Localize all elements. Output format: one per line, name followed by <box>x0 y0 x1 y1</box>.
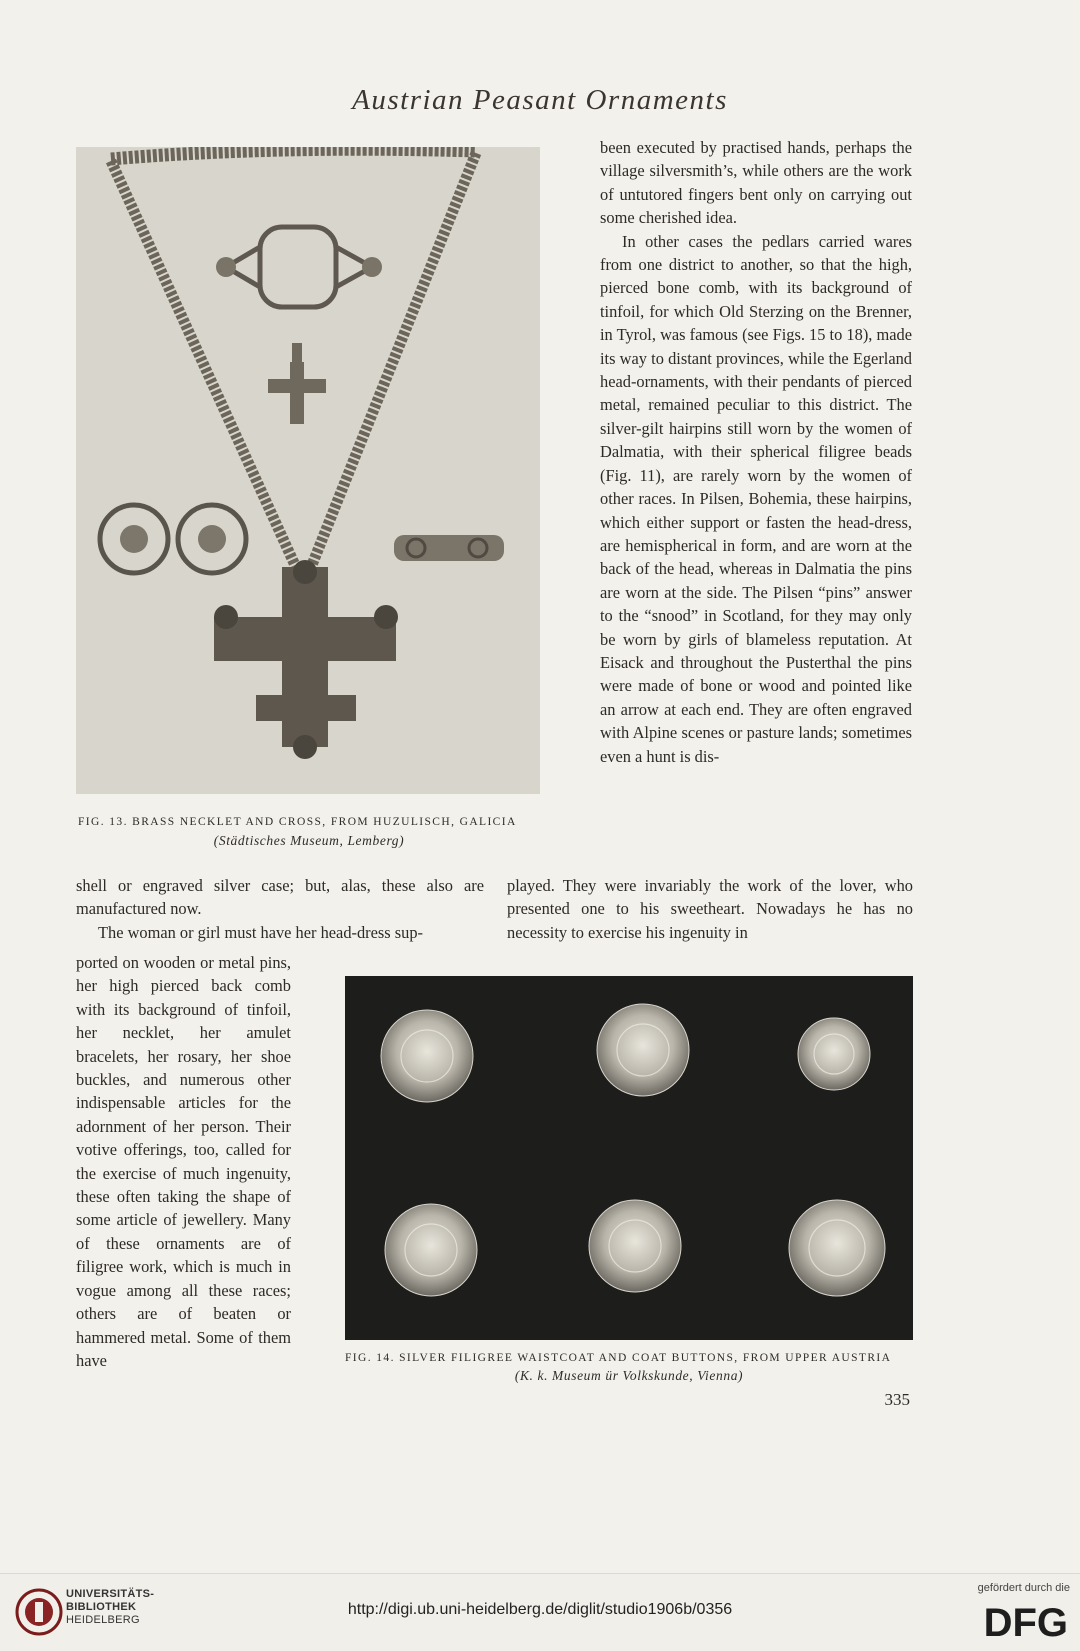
library-line: UNIVERSITÄTS- <box>66 1588 155 1600</box>
library-line: HEIDELBERG <box>66 1614 140 1626</box>
figure-13-photo <box>76 147 540 794</box>
permalink-url[interactable]: http://digi.ub.uni-heidelberg.de/diglit/studio1906b/0356 <box>347 1601 733 1618</box>
figure-14-credit: (K. k. Museum ür Volkskunde, Vienna) <box>514 1368 744 1383</box>
paragraph: In other cases the pedlars carried wares from one district to another, so that the high, pierced bone comb, with its background of tinfoil, for which Old Sterzing on the Brenner, in Tyrol, was famous (see Figs. 15 to 18), made its way to distant provinces, while the Egerland head-ornaments, with their pendants of pierced metal, remained peculiar to this district. The silver-gilt hairpins still worn by the women of Dalmatia, with their spherical filigree beads (Fig. 11), are rarely worn by the women of other races. In Pilsen, Bohemia, these hairpins, which either support or fasten the head-dress, are hemispherical in form, and are worn at the back of the head, whereas in Dalmatia the pins are worn at the side. The Pilsen “pins” answer to the “snood” in Scotland, for they may only be worn by girls of blameless reputation. At Eisack and throughout the Pusterthal the pins were made of bone or wood and pointed like an arrow at each end. They are often engraved with Alpine scenes or pasture lands; sometimes even a hunt is dis- <box>600 231 912 766</box>
page-number: 335 <box>884 1390 910 1409</box>
library-line: BIBLIOTHEK <box>66 1601 137 1613</box>
left-column-narrow-text <box>76 951 291 1372</box>
left-column-mid-text <box>76 874 484 944</box>
running-title: Austrian Peasant Ornaments <box>352 84 728 116</box>
figure-13-caption: FIG. 13. BRASS NECKLET AND CROSS, FROM HUZULISCH, GALICIA <box>78 816 517 828</box>
figure-14-photo <box>345 976 913 1340</box>
figure-14-caption: FIG. 14. SILVER FILIGREE WAISTCOAT AND COAT BUTTONS, FROM UPPER AUSTRIA <box>345 1352 892 1364</box>
paragraph: ported on wooden or metal pins, her high pierced back comb with its background of tinfoil, her necklet, her amulet bracelets, her rosary, her shoe buckles, and numerous other indispensable articles for the adornment of her person. Their votive offerings, too, called for the exercise of much ingenuity, these often taking the shape of some article of jewellery. Many of these ornaments are of filigree work, which is much in vogue among all these races; others are of beaten or hammered metal. Some of them have <box>76 953 291 1370</box>
dfg-logo <box>956 1598 1068 1642</box>
paragraph: shell or engraved silver case; but, alas, these also are manufactured now. <box>76 876 484 919</box>
right-column-mid-text <box>507 874 913 944</box>
paragraph: The woman or girl must have her head-dress sup- <box>98 922 423 942</box>
dfg-logo-text: DFG <box>983 1601 1068 1642</box>
paragraph: played. They were invariably the work of the lover, who presented one to his sweetheart. Nowadays he has no necessity to exercise his ingenuity in <box>507 876 913 942</box>
university-seal-icon <box>14 1584 64 1640</box>
right-column-top-text <box>600 136 912 768</box>
viewer-footer <box>0 1573 1080 1651</box>
funded-by-label: gefördert durch die <box>977 1582 1070 1594</box>
paragraph: been executed by practised hands, perhaps the village silversmith’s, while others are the work of untutored fingers bent only on carrying out some cherished idea. <box>600 138 912 228</box>
library-name <box>66 1588 154 1627</box>
figure-13-credit: (Städtisches Museum, Lemberg) <box>213 833 405 848</box>
